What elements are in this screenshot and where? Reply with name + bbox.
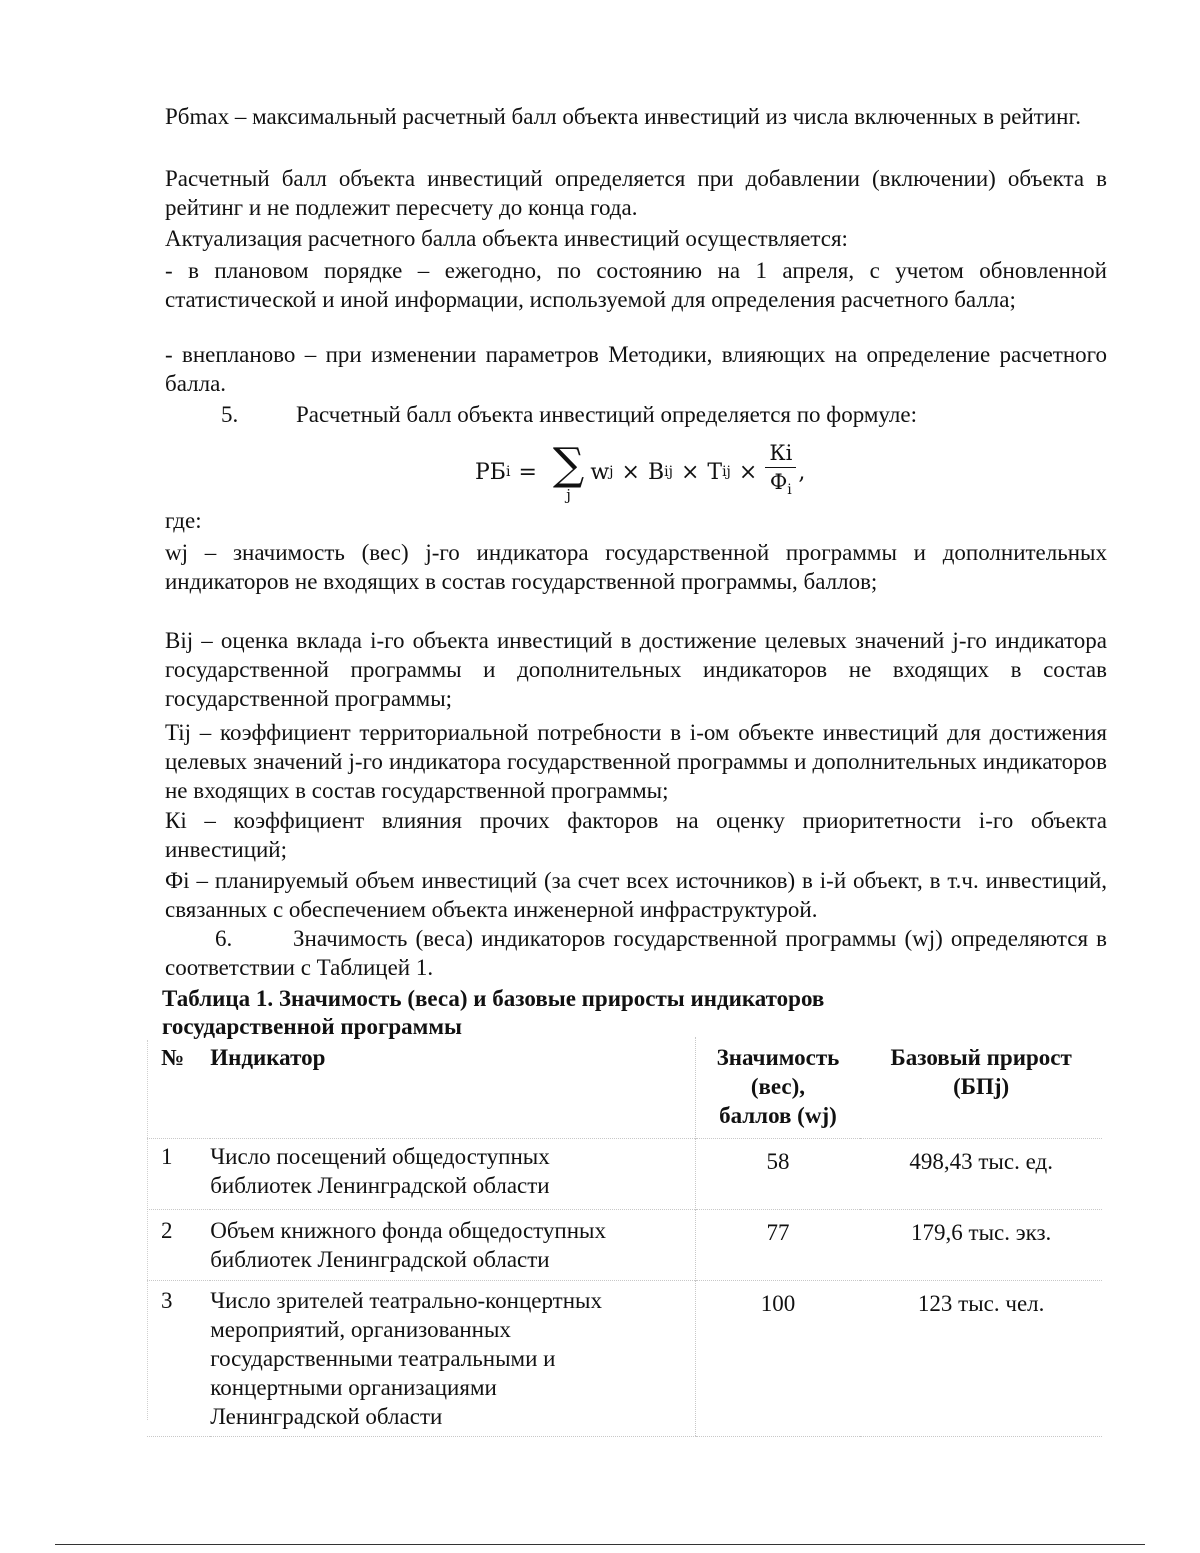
table-title-line1: Таблица 1. Значимость (веса) и базовые приросты индикаторов (162, 986, 825, 1011)
formula-b: B (647, 459, 665, 485)
formula-lhs: РБ (475, 459, 506, 485)
row-weight: 58 (695, 1139, 860, 1210)
item-5-number: 5. (221, 402, 239, 427)
indicators-table (147, 1037, 1102, 1437)
formula-t-sub: ij (722, 464, 731, 480)
item-6-text: Значимость (веса) индикаторов государственной программы (wj) определяются в соответствии с Таблицей 1. (165, 926, 1107, 980)
formula-sum-index: j (566, 486, 571, 504)
definition-ki: Кi – коэффициент влияния прочих факторов на оценку приоритетности i-го объекта инвестиций; (165, 808, 1107, 862)
table-title (162, 985, 962, 1041)
header-growth (860, 1037, 1102, 1139)
row-indicator (210, 1139, 695, 1210)
formula-fraction-numerator: Кi (765, 440, 796, 468)
row-growth: 498,43 тыс. ед. (860, 1139, 1102, 1210)
row-number: 2 (147, 1210, 210, 1281)
formula-sigma: ∑ (552, 439, 585, 490)
formula-times-1: × (621, 459, 640, 485)
row-growth: 179,6 тыс. экз. (860, 1210, 1102, 1281)
paragraph-rbmax: Рбmax – максимальный расчетный балл объекта инвестиций из числа включенных в рейтинг. (165, 104, 1082, 129)
formula-times-2: × (680, 459, 700, 485)
row-indicator-line: Число посещений общедоступных (210, 1144, 550, 1169)
row-indicator (210, 1210, 695, 1281)
paragraph-unplanned: - внепланово – при изменении параметров Методики, влияющих на определение расчетного балла. (165, 342, 1107, 396)
item-6 (165, 924, 1107, 982)
row-indicator-line: концертными организациями (210, 1375, 497, 1400)
row-indicator-line: библиотек Ленинградской области (210, 1173, 550, 1198)
item-5-text: Расчетный балл объекта инвестиций определяется по формуле: (296, 402, 917, 427)
header-indicator: Индикатор (210, 1045, 326, 1070)
score-formula (475, 432, 805, 512)
page-bottom-rule (55, 1544, 1145, 1545)
header-weight-line2: (вес), (750, 1074, 806, 1099)
item-6-number: 6. (215, 926, 233, 951)
formula-t: T (707, 459, 723, 485)
paragraph-where: где: (165, 508, 202, 533)
formula-den-sub: i (787, 482, 792, 499)
header-no: № (161, 1045, 185, 1070)
row-indicator-line: библиотек Ленинградской области (210, 1247, 550, 1272)
definition-fi: Фi – планируемый объем инвестиций (за счет всех источников) в i-й объект, в т.ч. инвестиций, связанных с обеспечением объекта инженерной инфраструктурой. (165, 868, 1107, 922)
row-indicator (210, 1281, 695, 1437)
header-weight-line3: баллов (wj) (719, 1103, 837, 1128)
item-5 (165, 400, 1107, 429)
table-title-line2: государственной программы (162, 1014, 462, 1039)
header-growth-line1: Базовый прирост (890, 1045, 1072, 1070)
row-weight: 77 (695, 1210, 860, 1281)
table-row (147, 1281, 1102, 1437)
definition-wj: wj – значимость (вес) j-го индикатора государственной программы и дополнительных индикаторов не входящих в состав государственной программы, баллов; (165, 540, 1107, 594)
table-row (147, 1210, 1102, 1281)
formula-fraction-denominator (770, 468, 792, 503)
row-indicator-line: Число зрителей театрально-концертных (210, 1288, 602, 1313)
row-number: 1 (147, 1139, 210, 1210)
row-indicator-line: мероприятий, организованных (210, 1317, 511, 1342)
formula-comma: , (798, 459, 806, 485)
paragraph-score-definition: Расчетный балл объекта инвестиций определяется при добавлении (включении) объекта в рейтинг и не подлежит пересчету до конца года. (165, 166, 1107, 220)
row-indicator-line: государственными театральными и (210, 1346, 556, 1371)
header-weight (695, 1037, 860, 1139)
formula-lhs-sub: i (505, 464, 511, 480)
paragraph-actualization: Актуализация расчетного балла объекта инвестиций осуществляется: (165, 226, 848, 251)
table-header-row (147, 1037, 1102, 1139)
row-number: 3 (147, 1281, 210, 1437)
row-indicator-line: Объем книжного фонда общедоступных (210, 1218, 606, 1243)
formula-fraction (765, 440, 796, 503)
formula-sum (552, 439, 585, 504)
formula-w-sub: j (609, 464, 614, 480)
row-weight: 100 (695, 1281, 860, 1437)
formula-equals: = (518, 459, 537, 485)
header-weight-line1: Значимость (716, 1045, 840, 1070)
paragraph-planned: - в плановом порядке – ежегодно, по состоянию на 1 апреля, с учетом обновленной статистической и иной информации, используемой для определения расчетного балла; (165, 258, 1107, 312)
row-indicator-line: Ленинградской области (210, 1404, 443, 1429)
formula-w: w (590, 459, 610, 485)
row-growth: 123 тыс. чел. (860, 1281, 1102, 1437)
definition-tij: Tij – коэффициент территориальной потребности в i-ом объекте инвестиций для достижения целевых значений j-го индикатора государственной программы и дополнительных индикаторов не входящих в состав государственной программы; (165, 720, 1107, 803)
formula-times-3: × (738, 459, 758, 485)
formula-b-sub: ij (664, 464, 673, 480)
table-row (147, 1139, 1102, 1210)
definition-bij: Bij – оценка вклада i-го объекта инвестиций в достижение целевых значений j-го индикатора государственной программы и дополнительных индикаторов не входящих в состав государственной программы; (165, 628, 1107, 711)
header-growth-line2: (БПj) (953, 1074, 1010, 1099)
formula-den-letter: Ф (769, 470, 788, 495)
